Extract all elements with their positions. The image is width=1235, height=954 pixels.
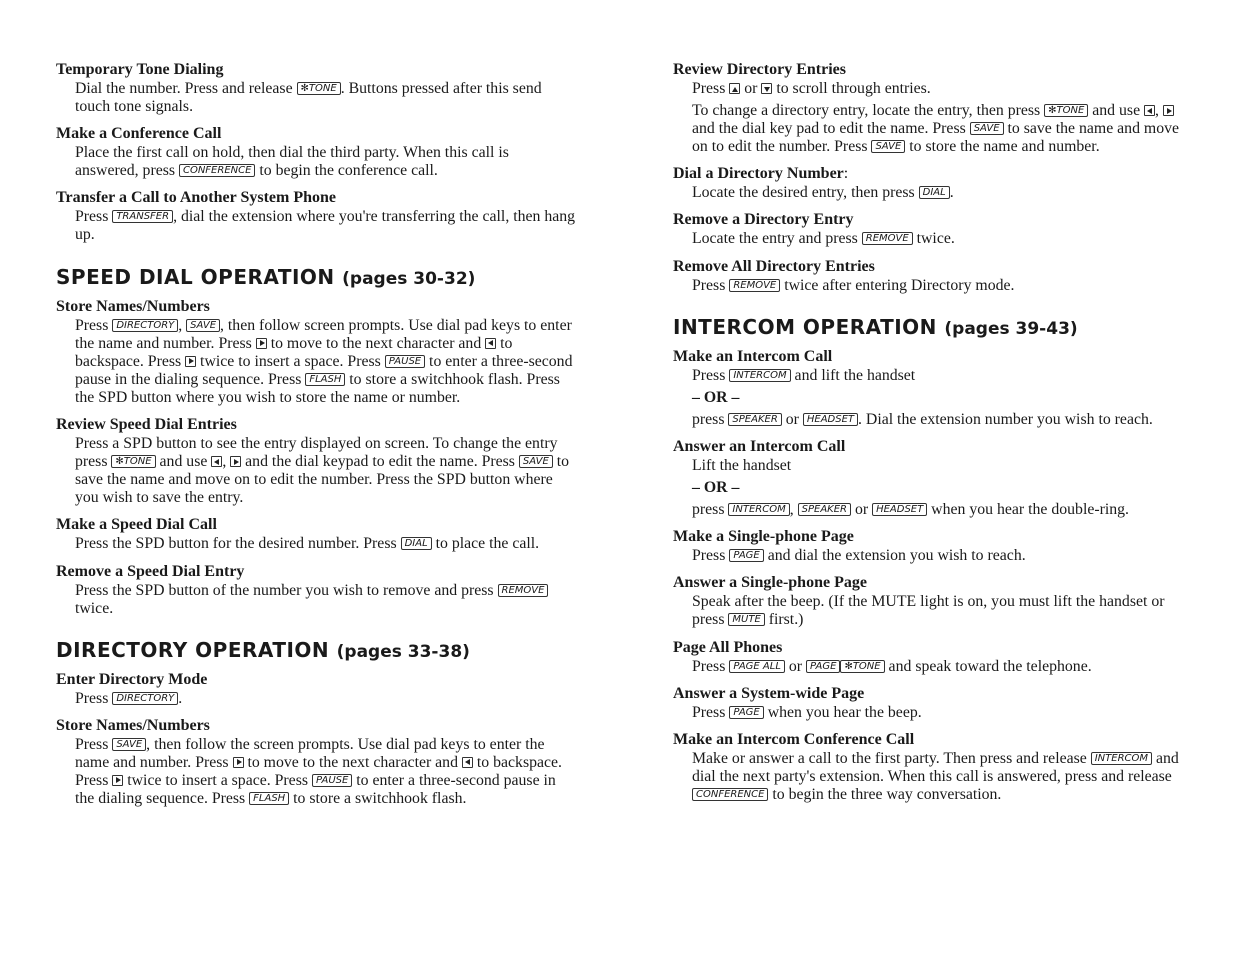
instruction-text (692, 457, 1193, 475)
arrow-right-key-icon (1163, 105, 1174, 116)
instruction-text (692, 80, 1193, 98)
text-run: or (784, 657, 806, 675)
instruction-text (692, 704, 1193, 722)
key-label-headset: HEADSET (803, 413, 858, 426)
text-run: Press the SPD button of the number you wish to remove and press (75, 581, 498, 599)
section-page-range: (pages 33-38) (336, 641, 470, 662)
arrow-left-key-icon (211, 456, 222, 467)
entry-title: Make an Intercom Call (673, 347, 833, 365)
entry-body (692, 593, 1193, 629)
instruction-text (692, 593, 1193, 629)
entry-heading (56, 716, 576, 736)
text-run: to backspace. Press (75, 334, 513, 370)
arrow-left-key-icon (1144, 105, 1155, 116)
section-header-speed-dial-operation (56, 265, 576, 291)
text-run: to store the name and number. (905, 138, 1100, 156)
key-label-mute: MUTE (728, 613, 764, 626)
text-run: Press (75, 208, 113, 226)
text-run: or (740, 80, 762, 97)
key-label-intercom: INTERCOM (729, 369, 790, 382)
arrow-left-key-icon (462, 757, 473, 768)
text-run: when you hear the beep. (763, 703, 922, 721)
text-run: Speak after the beep. (If the MUTE light is on, you must lift the handset or press (692, 593, 1165, 629)
text-run: Press (692, 547, 730, 565)
text-run: to place the call. (431, 535, 540, 553)
text-run: to enter a three-second pause in the dialing sequence. Press (75, 352, 573, 388)
section-title: DIRECTORY OPERATION (56, 637, 330, 662)
text-run: Press (692, 657, 730, 675)
entry-title: Make a Speed Dial Call (56, 516, 217, 534)
key-label-pause: PAUSE (312, 774, 352, 787)
instruction-text (75, 582, 576, 618)
entry-heading (56, 562, 576, 582)
text-run: to begin the conference call. (255, 162, 438, 180)
text-run: to save the name and move on to edit the number. Press (692, 120, 1180, 156)
entry-body (75, 736, 576, 808)
key-label-save: SAVE (871, 140, 905, 153)
arrow-right-key-icon (112, 775, 123, 786)
key-label-dial: DIAL (919, 186, 950, 199)
instruction-text (75, 144, 576, 180)
instruction-text (75, 317, 576, 407)
key-label-remove: REMOVE (729, 279, 780, 292)
text-run: Lift the handset (692, 456, 792, 474)
instruction-text (692, 501, 1193, 519)
entry-remove-all-directory-entries (673, 257, 1193, 295)
key-label-speaker: SPEAKER (728, 413, 781, 426)
text-run: press (692, 501, 729, 519)
text-run: to save the name and move on to edit the number. Press the SPD button where you wish to save the entry. (75, 453, 570, 507)
entry-title: Answer an Intercom Call (673, 437, 846, 455)
text-run: Press (692, 80, 730, 97)
entry-title: Remove a Speed Dial Entry (56, 562, 245, 580)
entry-title: Store Names/Numbers (56, 716, 210, 734)
entry-title: Remove All Directory Entries (673, 257, 875, 275)
key-label-flash: FLASH (305, 373, 345, 386)
instruction-text (75, 736, 576, 808)
text-run: first.) (764, 611, 804, 629)
arrow-up-key-icon (729, 83, 740, 94)
instruction-text (692, 230, 1193, 248)
key-label-save: SAVE (186, 319, 220, 332)
text-run: twice after entering Directory mode. (780, 276, 1015, 294)
key-label-star-tone: ✻TONE (111, 455, 155, 468)
key-label-star-tone: ✻TONE (840, 660, 884, 673)
entry-body (692, 80, 1193, 156)
entry-heading (56, 124, 576, 144)
text-run: and use (155, 453, 212, 471)
entry-heading (56, 60, 576, 80)
key-label-remove: REMOVE (498, 584, 549, 597)
text-run: press (692, 410, 729, 428)
entry-heading (673, 164, 1193, 184)
text-run: , then follow screen prompts. Use dial pad keys to enter the name and number. Press (75, 316, 572, 352)
instruction-text (75, 535, 576, 553)
entry-body (692, 367, 1193, 429)
text-run: . (949, 184, 954, 202)
entry-heading (56, 670, 576, 690)
key-label-pause: PAUSE (385, 355, 425, 368)
or-separator: – OR – (692, 479, 740, 497)
arrow-right-key-icon (233, 757, 244, 768)
text-run: Press (75, 689, 113, 707)
text-run: Press the SPD button for the desired number. Press (75, 535, 401, 553)
text-run: twice. (912, 230, 955, 248)
entry-answer-an-intercom-call (673, 437, 1193, 519)
entry-heading (56, 515, 576, 535)
text-run: and dial the next party's extension. When this call is answered, press and release (692, 749, 1179, 785)
text-run: Press (692, 276, 730, 294)
entry-temporary-tone-dialing (56, 60, 576, 116)
entry-title: Answer a System-wide Page (673, 684, 865, 702)
entry-heading (673, 527, 1193, 547)
entry-body (75, 208, 576, 244)
text-run: and the dial keypad to edit the name. Press (241, 453, 519, 471)
entry-title: Make a Conference Call (56, 125, 222, 143)
key-label-save: SAVE (112, 738, 146, 751)
text-run: and dial the extension you wish to reach. (763, 547, 1026, 565)
key-label-intercom: INTERCOM (1091, 752, 1152, 765)
entry-remove-a-directory-entry (673, 210, 1193, 248)
entry-answer-a-single-phone-page (673, 573, 1193, 629)
key-label-speaker: SPEAKER (798, 503, 851, 516)
entry-title: Answer a Single-phone Page (673, 574, 867, 592)
text-run: to begin the three way conversation. (768, 785, 1002, 803)
text-run: Place the first call on hold, then dial the third party. When this call is answered, press (75, 144, 509, 180)
text-run: . Buttons pressed after this send touch tone signals. (75, 80, 542, 116)
entry-title: Transfer a Call to Another System Phone (56, 189, 336, 207)
instruction-text (692, 658, 1193, 676)
entry-heading (673, 573, 1193, 593)
key-label-page: PAGE (806, 660, 840, 673)
entry-body (692, 230, 1193, 248)
entry-body (692, 547, 1193, 565)
text-run: , (178, 316, 187, 334)
text-run: or (781, 410, 803, 428)
entry-body (692, 457, 1193, 519)
entry-heading (673, 638, 1193, 658)
entry-dial-a-directory-number (673, 164, 1193, 202)
entry-heading (56, 297, 576, 317)
arrow-left-key-icon (485, 338, 496, 349)
key-label-save: SAVE (519, 455, 553, 468)
entry-body (692, 277, 1193, 295)
entry-store-names-numbers (56, 716, 576, 808)
arrow-right-key-icon (185, 356, 196, 367)
key-label-headset: HEADSET (872, 503, 927, 516)
entry-body (75, 435, 576, 507)
instruction-text (692, 411, 1193, 429)
key-label-save: SAVE (970, 122, 1004, 135)
text-run: to move to the next character and (266, 334, 486, 352)
entry-body (75, 582, 576, 618)
text-run: , (1155, 102, 1163, 120)
entry-body (75, 317, 576, 407)
instruction-text (692, 547, 1193, 565)
key-label-conference: CONFERENCE (692, 788, 768, 801)
entry-make-an-intercom-call (673, 347, 1193, 429)
section-title: INTERCOM OPERATION (673, 314, 937, 339)
entry-heading (56, 188, 576, 208)
entry-title: Review Directory Entries (673, 61, 846, 78)
text-run: Press (692, 366, 730, 384)
key-label-star-tone: ✻TONE (1044, 104, 1088, 117)
instruction-text (75, 80, 576, 116)
instruction-text (692, 102, 1193, 156)
section-header-directory-operation (56, 638, 576, 664)
entry-make-a-single-phone-page (673, 527, 1193, 565)
text-run: to move to the next character and (243, 753, 462, 771)
instruction-text (75, 435, 576, 507)
text-run: to backspace. Press (75, 753, 562, 789)
key-label-directory: DIRECTORY (112, 692, 178, 705)
key-label-flash: FLASH (249, 792, 289, 805)
entry-body (692, 184, 1193, 202)
key-label-transfer: TRANSFER (112, 210, 173, 223)
entry-make-an-intercom-conference-call (673, 730, 1193, 804)
entry-title: Remove a Directory Entry (673, 211, 854, 229)
text-run: to store a switchhook flash. Press the SPD button where you wish to store the name or number. (75, 370, 560, 406)
text-run: , (222, 453, 231, 471)
entry-answer-a-system-wide-page (673, 684, 1193, 722)
entry-title: Review Speed Dial Entries (56, 416, 237, 434)
entry-body (692, 750, 1193, 804)
entry-title: Dial a Directory Number (673, 165, 844, 183)
left-column (56, 60, 576, 816)
right-column (673, 60, 1193, 812)
entry-remove-a-speed-dial-entry (56, 562, 576, 618)
text-run: Press (692, 703, 730, 721)
text-run: Press a SPD button to see the entry displayed on screen. To change the entry press (75, 435, 558, 471)
text-run: Press (75, 316, 113, 334)
instruction-text (75, 208, 576, 244)
key-label-star-tone: ✻TONE (297, 82, 341, 95)
key-label-page-all: PAGE ALL (729, 660, 785, 673)
instruction-text (75, 690, 576, 708)
entry-body (75, 144, 576, 180)
key-label-page: PAGE (729, 549, 763, 562)
text-run: , (789, 501, 798, 519)
text-run: twice to insert a space. Press (123, 771, 312, 789)
entry-heading (673, 257, 1193, 277)
section-title: SPEED DIAL OPERATION (56, 264, 335, 289)
entry-body (75, 690, 576, 708)
text-run: and the dial key pad to edit the name. Press (692, 120, 970, 138)
instruction-text (692, 367, 1193, 385)
text-run: To change a directory entry, locate the entry, then press (692, 102, 1045, 120)
arrow-right-key-icon (230, 456, 241, 467)
entry-make-a-speed-dial-call (56, 515, 576, 553)
entry-enter-directory-mode (56, 670, 576, 708)
entry-title: Store Names/Numbers (56, 297, 210, 315)
text-run: twice to insert a space. Press (196, 352, 385, 370)
key-label-directory: DIRECTORY (112, 319, 178, 332)
entry-heading (673, 684, 1193, 704)
text-run: and use (1088, 102, 1145, 120)
key-label-dial: DIAL (401, 537, 432, 550)
text-run: . (178, 689, 183, 707)
section-page-range: (pages 39-43) (944, 318, 1078, 339)
entry-heading (56, 415, 576, 435)
or-separator: – OR – (692, 388, 740, 406)
text-run: , dial the extension where you're transferring the call, then hang up. (75, 208, 576, 244)
text-run: to scroll through entries. (772, 80, 931, 97)
text-run: Locate the desired entry, then press (692, 184, 919, 202)
key-label-remove: REMOVE (862, 232, 913, 245)
entry-body (692, 704, 1193, 722)
text-run: and lift the handset (790, 366, 916, 384)
text-run: . Dial the extension number you wish to reach. (858, 410, 1153, 428)
section-page-range: (pages 30-32) (342, 268, 476, 289)
text-run: Press (75, 735, 113, 753)
entry-make-a-conference-call (56, 124, 576, 180)
entry-title: Temporary Tone Dialing (56, 61, 224, 78)
key-label-page: PAGE (729, 706, 763, 719)
text-run: Make or answer a call to the first party. Then press and release (692, 749, 1091, 767)
entry-heading (673, 210, 1193, 230)
arrow-down-key-icon (761, 83, 772, 94)
entry-heading (673, 60, 1193, 80)
text-run: when you hear the double-ring. (927, 501, 1130, 519)
text-run: to enter a three-second pause in the dialing sequence. Press (75, 771, 556, 808)
section-header-intercom-operation (673, 315, 1193, 341)
entry-title: Make a Single-phone Page (673, 528, 854, 546)
text-run: , then follow the screen prompts. Use dial pad keys to enter the name and number. Press (75, 735, 545, 771)
entry-review-directory-entries (673, 60, 1193, 156)
text-run: or (851, 501, 873, 519)
entry-review-speed-dial-entries (56, 415, 576, 507)
entry-store-names-numbers (56, 297, 576, 407)
entry-body (692, 658, 1193, 676)
entry-transfer-a-call-to-another-system-phone (56, 188, 576, 244)
entry-title: Page All Phones (673, 638, 783, 656)
entry-title-suffix: : (843, 165, 849, 183)
key-label-conference: CONFERENCE (179, 164, 255, 177)
instruction-text (692, 184, 1193, 202)
text-run: Dial the number. Press and release (75, 80, 297, 97)
entry-body (75, 80, 576, 116)
text-run: and speak toward the telephone. (884, 657, 1092, 675)
text-run: twice. (75, 599, 114, 617)
entry-body (75, 535, 576, 553)
instruction-text (692, 277, 1193, 295)
entry-title: Make an Intercom Conference Call (673, 730, 915, 748)
entry-heading (673, 437, 1193, 457)
entry-heading (673, 730, 1193, 750)
instruction-text (692, 750, 1193, 804)
entry-page-all-phones (673, 638, 1193, 676)
text-run: to store a switchhook flash. (289, 790, 467, 808)
arrow-right-key-icon (256, 338, 267, 349)
text-run: Locate the entry and press (692, 230, 862, 248)
key-label-intercom: INTERCOM (728, 503, 789, 516)
entry-heading (673, 347, 1193, 367)
entry-title: Enter Directory Mode (56, 670, 208, 688)
